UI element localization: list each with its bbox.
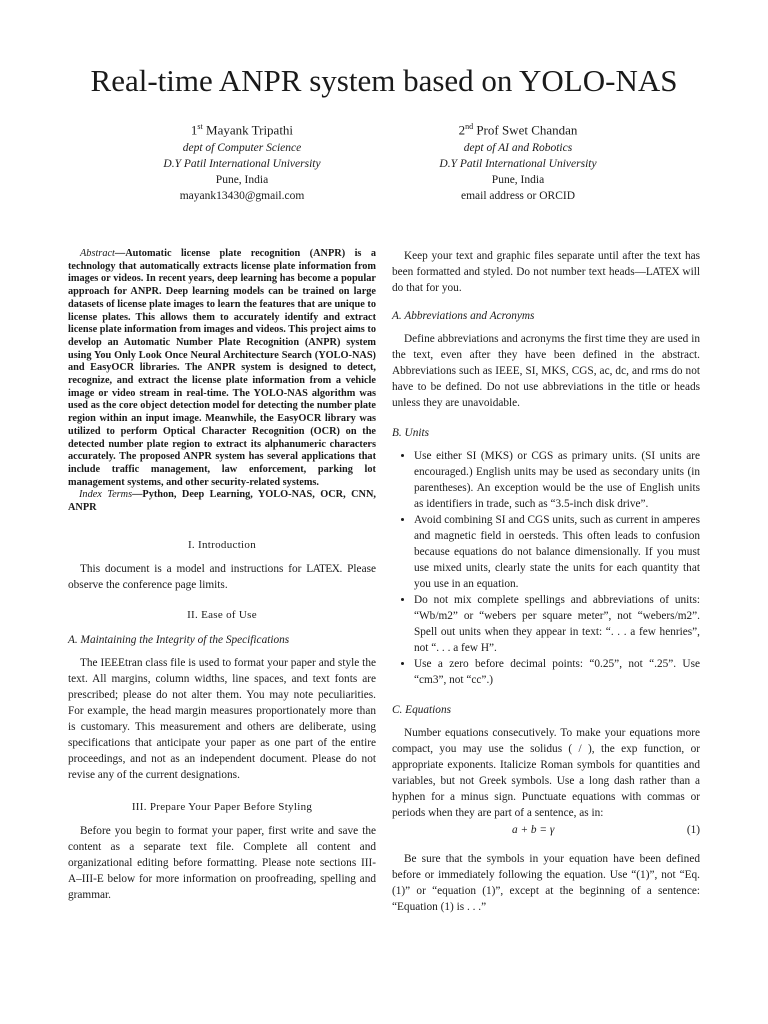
subsection-heading-equations: C. Equations bbox=[392, 704, 451, 716]
subsection-heading-integrity: A. Maintaining the Integrity of the Specifications bbox=[68, 633, 290, 646]
right-column bbox=[392, 248, 700, 915]
author-contact: email address or ORCID bbox=[460, 190, 576, 203]
index-terms-label: Index Terms bbox=[79, 489, 133, 501]
ease-of-use-paragraph: The IEEEtran class file is used to format your paper and style the text. All margins, column widths, line spaces, and text fonts are prescribed; please do not alter them. You may note peculiarities. For example, the head margin measures proportionately more than is customary. This measurement and others are deliberate, using specifications that anticipate your paper as one part of the entire proceedings, and not as an independent document. Please do not revise any of the current designations. bbox=[68, 656, 376, 781]
author-city: Pune, India bbox=[491, 174, 545, 187]
equation-block bbox=[392, 822, 700, 839]
equation-followup-paragraph: Be sure that the symbols in your equation have been defined before or immediately following the equation. Use “(1)”, not “Eq. (1)” or “equation (1)”, except at the beginning of a sentence: “Equation (1) is . . .” bbox=[392, 853, 700, 913]
author-city: Pune, India bbox=[215, 174, 269, 187]
author-email: mayank13430@gmail.com bbox=[179, 190, 305, 203]
latex-logo: LATEX bbox=[645, 266, 680, 278]
units-list-item: • Do not mix complete spellings and abbreviations of units: “Wb/m2” or “webers per square meter”, not “webers/m2”. Spell out units when they appear in text: “. . . a few henries”, not “. . . a few H”. bbox=[414, 592, 700, 656]
author-university: D.Y Patil International University bbox=[163, 158, 321, 171]
keep-separate-paragraph: Keep your text and graphic files separate until after the text has been formatted and styled. Do not number text heads—LATEX will do that for you. bbox=[392, 250, 700, 294]
abstract-text: —Automatic license plate recognition (ANPR) is a technology that automatically extracts license plate information from images or videos. In recent years, deep learning has become a popular approach for ANPR. Deep learning models can be trained on large datasets of license plate images to learn the features that are unique to license plates. This allows them to accurately identify and extract license plate information from images and videos. This project aims to develop an Automatic Number Plate Recognition (ANPR) system using You Only Look Once Neural Architecture Search (YOLO-NAS) and EasyOCR libraries. The ANPR system is designed to detect, recognize, and extract the license plate information from a vehicle image or video stream in real-time. The YOLO-NAS algorithm was used as the core object detection model for detecting the number plate region within an input image. Meanwhile, the EasyOCR library was utilized to perform Optical Character Recognition (OCR) on the detected number plate region to extract its alphanumeric characters accurately. The proposed ANPR system has several applications that include traffic management, law enforcement, parking lot management systems, and other security-related systems. bbox=[68, 248, 376, 488]
subsection-heading-abbreviations: A. Abbreviations and Acronyms bbox=[392, 310, 535, 322]
author-dept: dept of AI and Robotics bbox=[463, 142, 573, 155]
prepare-paper-paragraph: Before you begin to format your paper, first write and save the content as a separate text file. Complete all content and organizational editing before formatting. Please note sections III-A–III-E below for more information on proofreading, spelling and grammar. bbox=[68, 824, 376, 901]
author-name: 1st Mayank Tripathi bbox=[190, 122, 294, 138]
left-column bbox=[68, 248, 376, 903]
section-heading-introduction: I. Introduction bbox=[187, 538, 257, 551]
paper-title: Real-time ANPR system based on YOLO-NAS bbox=[90, 63, 678, 98]
author-name: 2nd Prof Swet Chandan bbox=[458, 122, 578, 138]
abstract-label: Abstract bbox=[80, 248, 115, 259]
author-block-1 bbox=[92, 119, 392, 204]
author-university: D.Y Patil International University bbox=[439, 158, 597, 171]
equation-number: (1) bbox=[686, 824, 700, 836]
author-dept: dept of Computer Science bbox=[182, 142, 302, 155]
abstract bbox=[68, 248, 376, 489]
index-terms bbox=[68, 489, 376, 514]
equations-paragraph: Number equations consecutively. To make your equations more compact, you may use the solidus ( / ), the exp function, or appropriate exponents. Italicize Roman symbols for quantities and variables, but not Greek symbols. Use a long dash rather than a hyphen for a minus sign. Punctuate equations with commas or periods when they are part of a sentence, as in: bbox=[392, 727, 700, 819]
abbreviations-paragraph: Define abbreviations and acronyms the first time they are used in the text, even after they have been defined in the abstract. Abbreviations such as IEEE, SI, MKS, CGS, ac, dc, and rms do not have to be defined. Do not use abbreviations in the title or heads unless they are unavoidable. bbox=[392, 333, 700, 409]
index-terms-text: —Python, Deep Learning, YOLO-NAS, OCR, CNN, ANPR bbox=[68, 489, 376, 514]
units-list bbox=[392, 448, 700, 688]
author-block-2 bbox=[368, 119, 668, 204]
equation-expression: a + b = γ bbox=[512, 824, 555, 836]
section-heading-ease-of-use: II. Ease of Use bbox=[187, 608, 257, 621]
units-list-item: • Use a zero before decimal points: “0.25”, not “.25”. Use “cm3”, not “cc”.) bbox=[414, 656, 700, 688]
latex-logo: LATEX bbox=[306, 562, 340, 575]
subsection-heading-units: B. Units bbox=[392, 427, 430, 439]
units-list-item: • Avoid combining SI and CGS units, such as current in amperes and magnetic field in oersteds. This often leads to confusion because equations do not balance dimensionally. If you must use mixed units, clearly state the units for each quantity that you use in an equation. bbox=[414, 512, 700, 592]
units-list-item: • Use either SI (MKS) or CGS as primary units. (SI units are encouraged.) English units may be used as secondary units (in parentheses). An exception would be the use of English units as identifiers in trade, such as “3.5-inch disk drive”. bbox=[414, 448, 700, 512]
section-heading-prepare-paper: III. Prepare Your Paper Before Styling bbox=[131, 800, 313, 813]
introduction-paragraph: This document is a model and instructions for LATEX. Please observe the conference page limits. bbox=[68, 562, 376, 591]
